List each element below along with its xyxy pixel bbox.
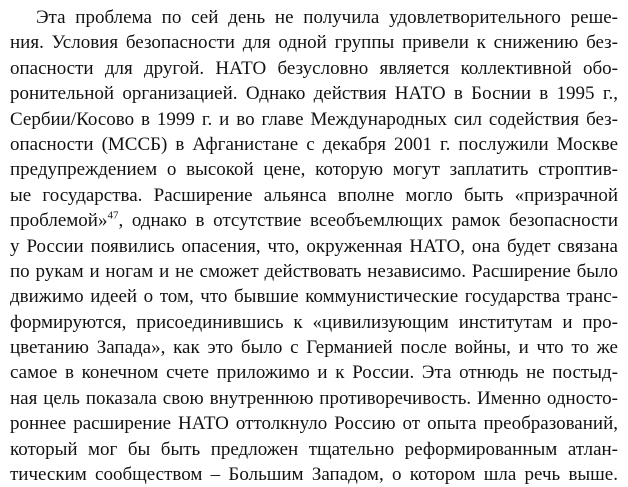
- text-line-with-footnote: [10, 208, 618, 233]
- text-line: Эта проблема по сей день не получила удовлетворительного реше-: [36, 7, 618, 28]
- text-line: самое в конечном счете приложимо и к России. Эта отнюдь не постыд-: [10, 362, 618, 384]
- text-line: формируются, присоединившись к «цивилизующим институтам и про-: [10, 311, 618, 333]
- text-line: предупреждением о высокой цене, которую могут заплатить строптив-: [10, 159, 618, 181]
- text-line: цветанию Запада», как это было с Германией после войны, и что то же: [10, 337, 618, 359]
- text-line: ые государства. Расширение альянса вполне могло быть «призрачной: [10, 184, 618, 206]
- text-fragment: , однако в отсутствие всеобъемлющих рамок безопасности: [118, 210, 618, 232]
- text-fragment: проблемой»: [10, 210, 108, 232]
- text-line: ния. Условия безопасности для одной группы привели к снижению без-: [10, 32, 618, 54]
- text-line: движимо идеей о том, что бывшие коммунистические государства транс-: [10, 286, 618, 308]
- text-line: у России появились опасения, что, окруженная НАТО, она будет связана: [10, 235, 618, 257]
- body-paragraph: [10, 5, 618, 487]
- text-line: тическим сообществом – Большим Западом, о котором шла речь выше.: [10, 464, 618, 486]
- footnote-marker[interactable]: 47: [107, 209, 119, 222]
- text-line: опасности (МССБ) в Афганистане с декабря 2001 г. послужили Москве: [10, 133, 618, 155]
- text-line: ронительной организацией. Однако действия НАТО в Боснии в 1995 г.,: [10, 83, 618, 105]
- text-line: Сербии/Косово в 1999 г. и во главе Международных сил содействия без-: [10, 108, 618, 130]
- text-line: по рукам и ногам и не сможет действовать независимо. Расширение было: [10, 260, 618, 282]
- text-line: который мог бы быть предложен тщательно реформированным атлан-: [10, 438, 618, 460]
- text-line: роннее расширение НАТО оттолкнуло Россию от опыта преобразований,: [10, 413, 618, 435]
- text-line: опасности для другой. НАТО безусловно является коллективной обо-: [10, 57, 618, 79]
- text-line: ная цель показала свою внутреннюю противоречивость. Именно односто-: [10, 387, 618, 409]
